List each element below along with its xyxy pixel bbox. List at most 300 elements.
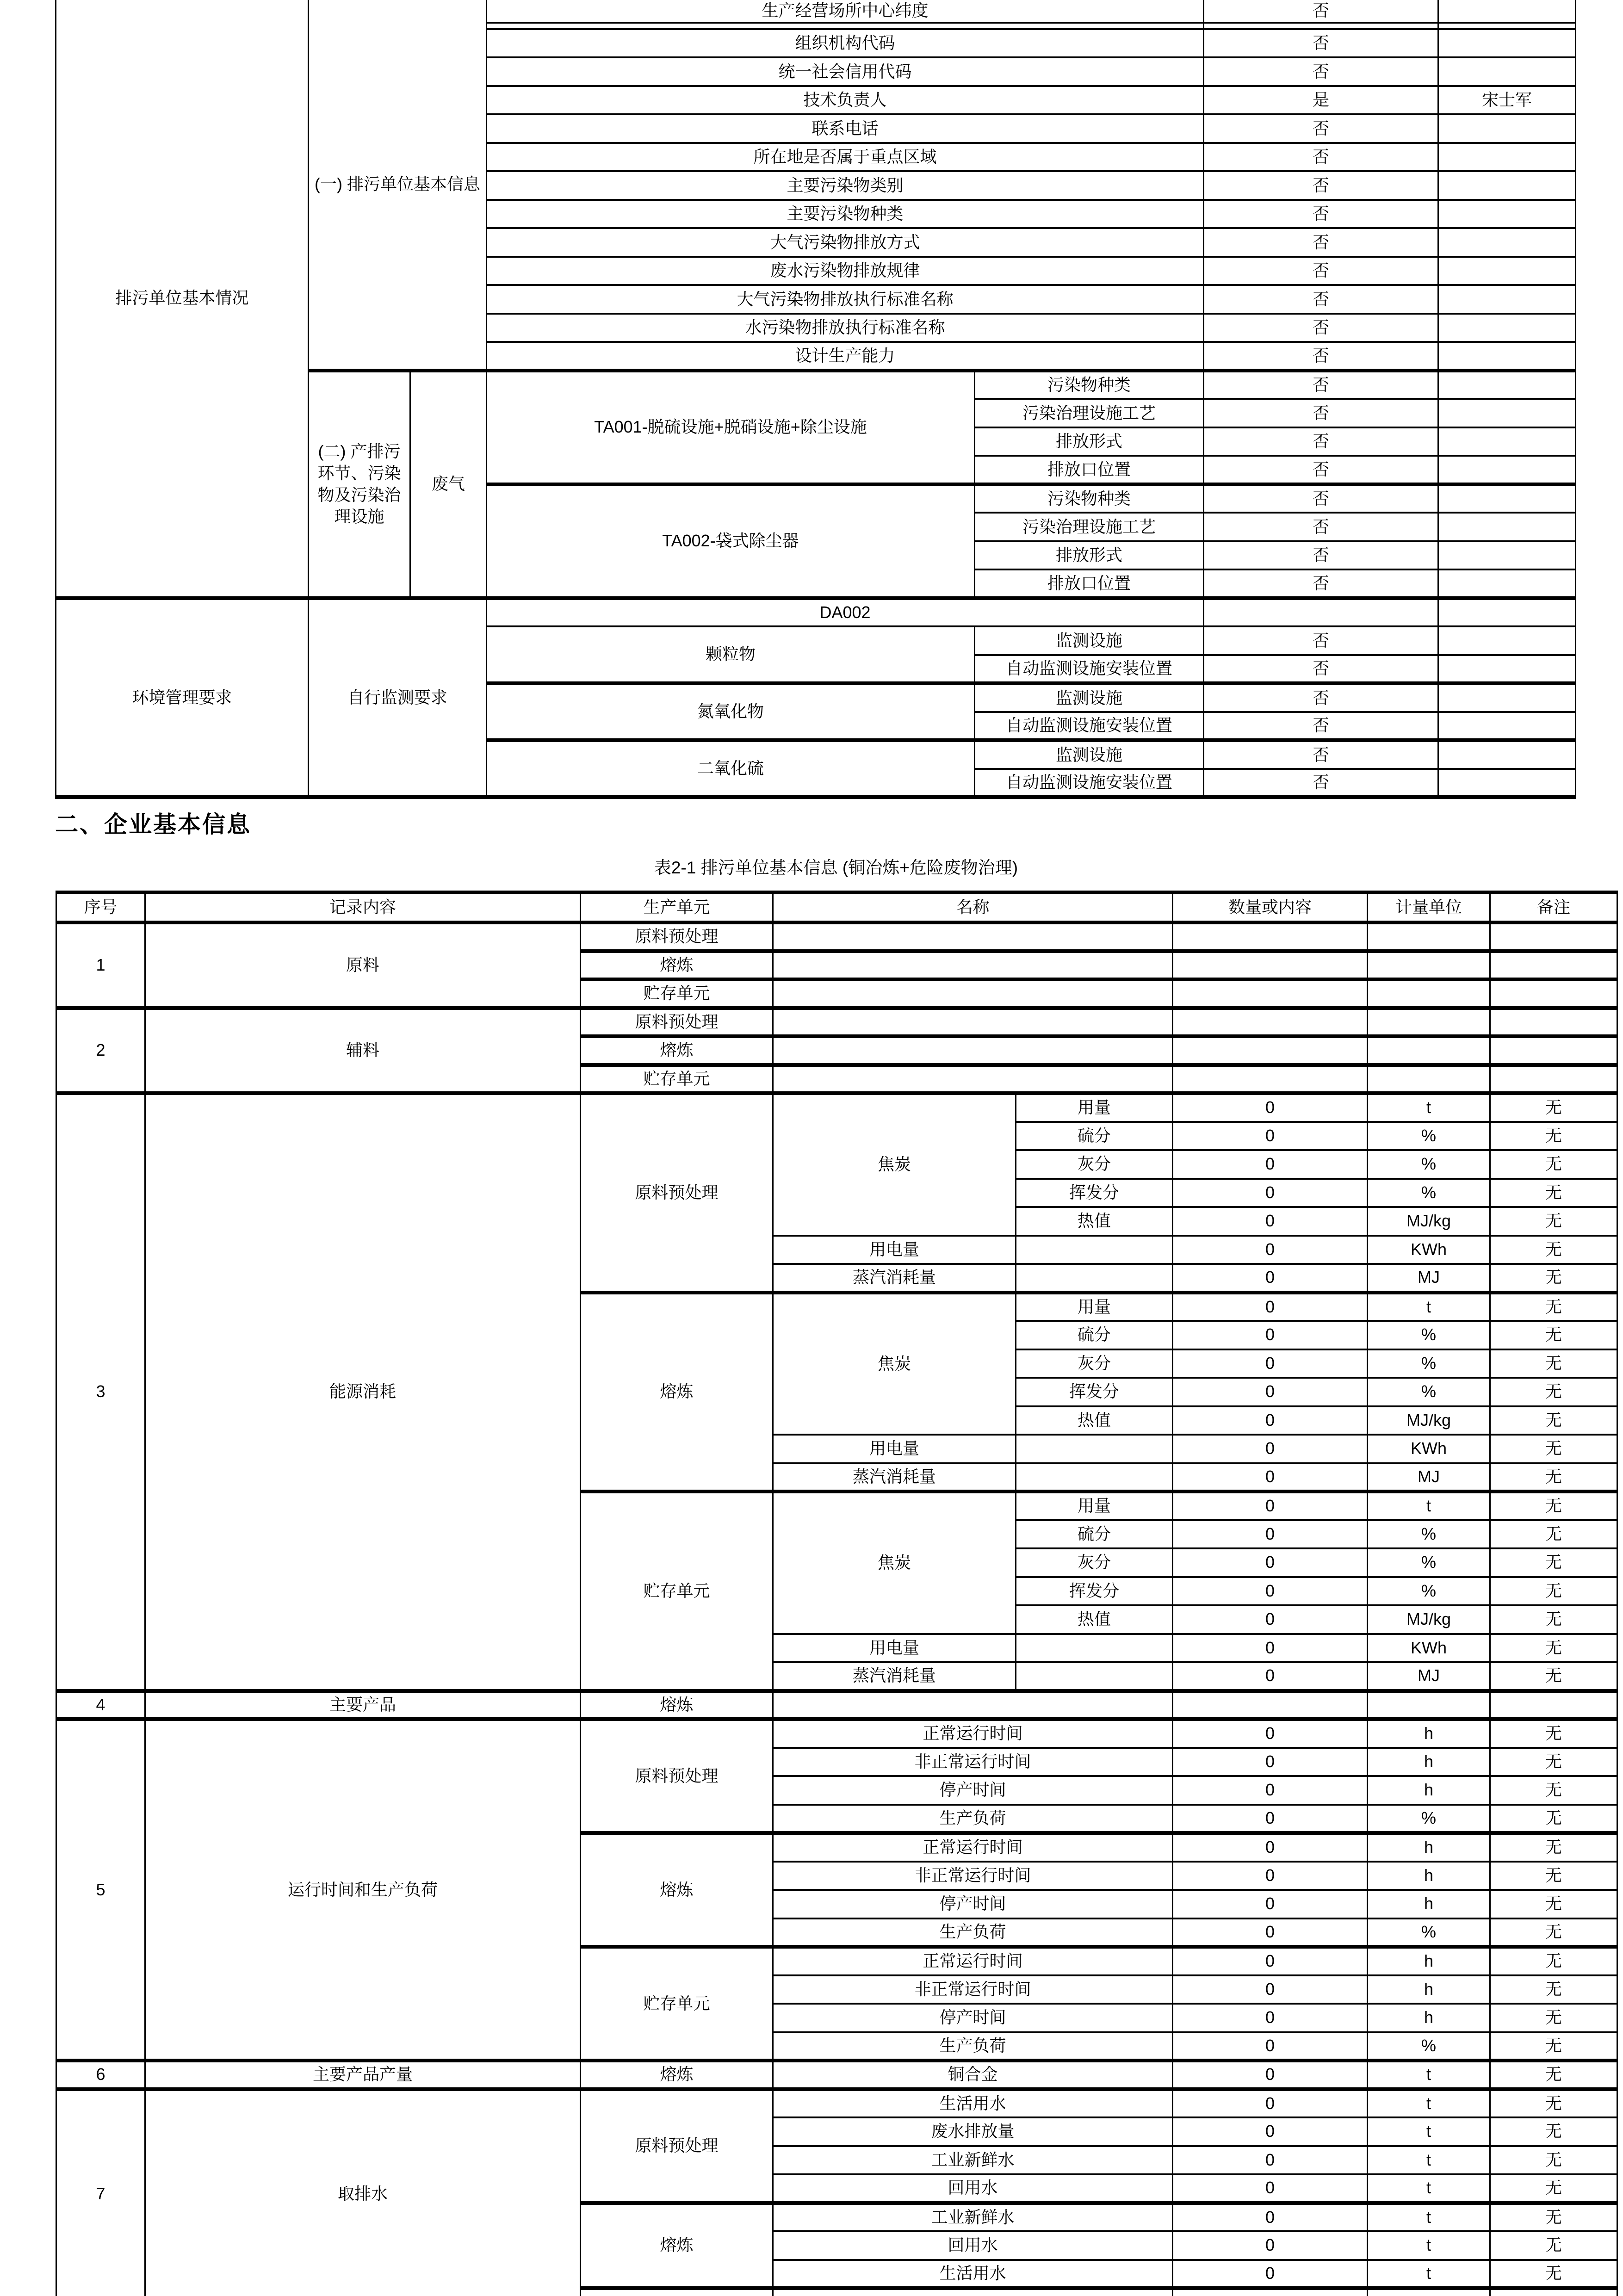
record-content: 主要产品产量 <box>145 2061 581 2089</box>
column-header: 生产单元 <box>581 892 773 922</box>
name-item: 工业新鲜水 <box>773 2203 1173 2232</box>
value-cell <box>1438 683 1576 712</box>
name-group: 焦炭 <box>773 1293 1016 1435</box>
name-group: 用电量 <box>773 1236 1016 1264</box>
table2-caption: 表2-1 排污单位基本信息 (铜冶炼+危险废物治理) <box>654 858 1018 877</box>
note-cell <box>1490 2288 1617 2296</box>
column-header: 计量单位 <box>1368 892 1490 922</box>
name-item: 硫分 <box>1016 1122 1173 1151</box>
qty-cell: 0 <box>1173 2231 1368 2260</box>
flag-cell: 否 <box>1204 740 1438 769</box>
qty-cell: 0 <box>1173 2061 1368 2089</box>
note-cell <box>1490 922 1617 951</box>
note-cell: 无 <box>1490 2146 1617 2175</box>
name-item: 废水排放量 <box>773 2117 1173 2146</box>
name-item: 用量 <box>1016 1293 1173 1321</box>
unit-cell <box>1368 951 1490 980</box>
flag-cell: 否 <box>1204 399 1438 427</box>
flag-cell: 否 <box>1204 171 1438 200</box>
production-unit: 熔炼 <box>581 1036 773 1065</box>
value-cell <box>1438 598 1576 627</box>
flag-cell: 否 <box>1204 513 1438 541</box>
qty-cell: 0 <box>1173 2174 1368 2203</box>
qty-cell: 0 <box>1173 2089 1368 2118</box>
production-unit: 贮存单元 <box>581 1065 773 1094</box>
unit-cell: t <box>1368 2174 1490 2203</box>
note-cell: 无 <box>1490 1577 1617 1606</box>
value-cell <box>1438 569 1576 598</box>
flag-cell: 否 <box>1204 285 1438 314</box>
value-cell <box>1438 143 1576 172</box>
flag-cell: 否 <box>1204 200 1438 229</box>
note-cell: 无 <box>1490 2061 1617 2089</box>
qty-cell: 0 <box>1173 1947 1368 1975</box>
name-item: 非正常运行时间 <box>773 1975 1173 2004</box>
item-label: 水污染物排放执行标准名称 <box>487 314 1204 342</box>
flag-cell: 否 <box>1204 342 1438 371</box>
record-content: 原料 <box>145 922 581 1008</box>
item-label: 排放口位置 <box>975 569 1204 598</box>
note-cell: 无 <box>1490 2260 1617 2289</box>
facility-label: TA002-袋式除尘器 <box>487 484 975 598</box>
name-item: 硫分 <box>1016 1520 1173 1549</box>
flag-cell: 否 <box>1204 0 1438 23</box>
note-cell: 无 <box>1490 1179 1617 1207</box>
value-cell <box>1438 427 1576 456</box>
note-cell: 无 <box>1490 1463 1617 1492</box>
name-group: 蒸汽消耗量 <box>773 1662 1016 1691</box>
note-cell: 无 <box>1490 1264 1617 1293</box>
qty-cell: 0 <box>1173 1179 1368 1207</box>
qty-cell: 0 <box>1173 1435 1368 1463</box>
unit-cell: % <box>1368 1520 1490 1549</box>
value-cell <box>1438 114 1576 143</box>
flag-cell: 否 <box>1204 57 1438 86</box>
production-unit: 贮存单元 <box>581 1491 773 1691</box>
note-cell: 无 <box>1490 1605 1617 1634</box>
qty-cell <box>1173 1036 1368 1065</box>
flag-cell: 否 <box>1204 712 1438 741</box>
name-item: 工业新鲜水 <box>773 2146 1173 2175</box>
group-label: 自行监测要求 <box>309 598 487 798</box>
unit-cell: t <box>1368 1491 1490 1520</box>
production-unit: 熔炼 <box>581 2203 773 2289</box>
name-item: 生产负荷 <box>773 1918 1173 1947</box>
name-item: 用量 <box>1016 1093 1173 1122</box>
item-label: 废水污染物排放规律 <box>487 257 1204 285</box>
flag-cell: 否 <box>1204 541 1438 570</box>
item-label: 排放形式 <box>975 541 1204 570</box>
note-cell: 无 <box>1490 2174 1617 2203</box>
qty-cell: 0 <box>1173 2032 1368 2061</box>
unit-cell: MJ/kg <box>1368 1207 1490 1236</box>
value-cell <box>1438 541 1576 570</box>
unit-cell: h <box>1368 1862 1490 1890</box>
unit-cell <box>1368 979 1490 1008</box>
unit-cell: h <box>1368 1947 1490 1975</box>
flag-cell <box>1204 598 1438 627</box>
note-cell: 无 <box>1490 1093 1617 1122</box>
name-item <box>773 922 1173 951</box>
note-cell: 无 <box>1490 1918 1617 1947</box>
item-label: 大气污染物排放执行标准名称 <box>487 285 1204 314</box>
value-cell <box>1438 23 1576 29</box>
record-number: 3 <box>56 1093 145 1691</box>
unit-cell: t <box>1368 1093 1490 1122</box>
name-group: 焦炭 <box>773 1093 1016 1236</box>
unit-cell: h <box>1368 1776 1490 1805</box>
note-cell: 无 <box>1490 1150 1617 1179</box>
note-cell: 无 <box>1490 1947 1617 1975</box>
name-item <box>773 2288 1173 2296</box>
note-cell: 无 <box>1490 1890 1617 1918</box>
outlet-code: DA002 <box>487 598 1204 627</box>
unit-cell: t <box>1368 2061 1490 2089</box>
note-cell: 无 <box>1490 1548 1617 1577</box>
name-item: 回用水 <box>773 2174 1173 2203</box>
unit-cell: % <box>1368 1150 1490 1179</box>
unit-cell: % <box>1368 1805 1490 1833</box>
flag-cell: 否 <box>1204 655 1438 684</box>
value-cell <box>1438 257 1576 285</box>
name-item: 灰分 <box>1016 1150 1173 1179</box>
item-label: 组织机构代码 <box>487 29 1204 58</box>
value-cell <box>1438 484 1576 513</box>
qty-cell: 0 <box>1173 1918 1368 1947</box>
note-cell: 无 <box>1490 1662 1617 1691</box>
enterprise-basic-info-table <box>56 891 1618 2296</box>
item-label: 污染治理设施工艺 <box>975 399 1204 427</box>
name-item <box>773 1065 1173 1094</box>
production-unit: 熔炼 <box>581 1293 773 1492</box>
column-header: 名称 <box>773 892 1173 922</box>
qty-cell: 0 <box>1173 2203 1368 2232</box>
value-cell: 宋士军 <box>1438 86 1576 115</box>
flag-cell: 否 <box>1204 114 1438 143</box>
qty-cell: 0 <box>1173 1605 1368 1634</box>
note-cell: 无 <box>1490 1236 1617 1264</box>
name-item: 热值 <box>1016 1406 1173 1435</box>
unit-cell: h <box>1368 1975 1490 2004</box>
flag-cell: 否 <box>1204 427 1438 456</box>
name-item <box>773 979 1173 1008</box>
production-unit: 熔炼 <box>581 1691 773 1720</box>
unit-cell: % <box>1368 1179 1490 1207</box>
name-item: 正常运行时间 <box>773 1947 1173 1975</box>
note-cell: 无 <box>1490 1748 1617 1776</box>
qty-cell <box>1173 1691 1368 1720</box>
flag-cell: 否 <box>1204 257 1438 285</box>
note-cell <box>1490 1691 1617 1720</box>
qty-cell: 0 <box>1173 1577 1368 1606</box>
flag-cell: 是 <box>1204 86 1438 115</box>
qty-cell: 0 <box>1173 1748 1368 1776</box>
production-unit: 贮存单元 <box>581 979 773 1008</box>
note-cell: 无 <box>1490 1520 1617 1549</box>
name-item: 灰分 <box>1016 1548 1173 1577</box>
name-item: 生活用水 <box>773 2089 1173 2118</box>
name-item <box>1016 1236 1173 1264</box>
record-number: 7 <box>56 2089 145 2296</box>
qty-cell: 0 <box>1173 1548 1368 1577</box>
column-header: 序号 <box>56 892 145 922</box>
unit-cell <box>1368 1008 1490 1037</box>
qty-cell: 0 <box>1173 1862 1368 1890</box>
production-unit: 熔炼 <box>581 1833 773 1947</box>
item-label: 排放形式 <box>975 427 1204 456</box>
qty-cell: 0 <box>1173 1491 1368 1520</box>
unit-cell: t <box>1368 2203 1490 2232</box>
qty-cell: 0 <box>1173 2260 1368 2289</box>
unit-cell: t <box>1368 2117 1490 2146</box>
note-cell: 无 <box>1490 1805 1617 1833</box>
record-number: 1 <box>56 922 145 1008</box>
unit-cell: MJ/kg <box>1368 1406 1490 1435</box>
name-item: 生产负荷 <box>773 1805 1173 1833</box>
value-cell <box>1438 513 1576 541</box>
note-cell <box>1490 1008 1617 1037</box>
note-cell: 无 <box>1490 2117 1617 2146</box>
facility-label: TA001-脱硫设施+脱硝设施+除尘设施 <box>487 371 975 484</box>
note-cell <box>1490 951 1617 980</box>
unit-cell: KWh <box>1368 1435 1490 1463</box>
note-cell: 无 <box>1490 1122 1617 1151</box>
name-item: 灰分 <box>1016 1349 1173 1378</box>
value-cell <box>1438 29 1576 58</box>
name-item: 回用水 <box>773 2231 1173 2260</box>
qty-cell <box>1173 1008 1368 1037</box>
unit-cell: MJ <box>1368 1264 1490 1293</box>
column-header: 记录内容 <box>145 892 581 922</box>
production-unit: 原料预处理 <box>581 1719 773 1833</box>
item-label <box>487 23 1204 29</box>
record-content: 运行时间和生产负荷 <box>145 1719 581 2061</box>
unit-cell: KWh <box>1368 1236 1490 1264</box>
item-label: 污染物种类 <box>975 484 1204 513</box>
qty-cell: 0 <box>1173 2117 1368 2146</box>
qty-cell: 0 <box>1173 1406 1368 1435</box>
unit-cell: % <box>1368 1577 1490 1606</box>
unit-cell: MJ <box>1368 1463 1490 1492</box>
name-group: 用电量 <box>773 1435 1016 1463</box>
flag-cell: 否 <box>1204 626 1438 655</box>
value-cell <box>1438 371 1576 399</box>
note-cell: 无 <box>1490 1833 1617 1862</box>
unit-cell: % <box>1368 2032 1490 2061</box>
unit-cell <box>1368 1691 1490 1720</box>
value-cell <box>1438 171 1576 200</box>
note-cell: 无 <box>1490 1435 1617 1463</box>
qty-cell: 0 <box>1173 2004 1368 2032</box>
item-label: 联系电话 <box>487 114 1204 143</box>
pollutant-label: 颗粒物 <box>487 626 975 683</box>
discharge-status-overview-table <box>55 0 1576 799</box>
production-unit <box>581 2288 773 2296</box>
note-cell: 无 <box>1490 1321 1617 1349</box>
flag-cell: 否 <box>1204 569 1438 598</box>
name-group: 焦炭 <box>773 1491 1016 1634</box>
production-unit: 熔炼 <box>581 2061 773 2089</box>
qty-cell: 0 <box>1173 1776 1368 1805</box>
qty-cell <box>1173 1065 1368 1094</box>
qty-cell: 0 <box>1173 1975 1368 2004</box>
unit-cell: % <box>1368 1548 1490 1577</box>
note-cell: 无 <box>1490 2032 1617 2061</box>
qty-cell: 0 <box>1173 1378 1368 1406</box>
row-group-label: 环境管理要求 <box>56 598 309 798</box>
flag-cell: 否 <box>1204 143 1438 172</box>
note-cell: 无 <box>1490 2004 1617 2032</box>
name-item <box>773 1691 1173 1720</box>
unit-cell: h <box>1368 1748 1490 1776</box>
qty-cell <box>1173 2288 1368 2296</box>
item-label: 自动监测设施安装位置 <box>975 655 1204 684</box>
flag-cell: 否 <box>1204 484 1438 513</box>
qty-cell: 0 <box>1173 2146 1368 2175</box>
production-unit: 原料预处理 <box>581 1093 773 1293</box>
note-cell: 无 <box>1490 1293 1617 1321</box>
value-cell <box>1438 285 1576 314</box>
unit-cell: KWh <box>1368 1634 1490 1663</box>
note-cell: 无 <box>1490 1862 1617 1890</box>
name-item: 正常运行时间 <box>773 1719 1173 1748</box>
name-item: 非正常运行时间 <box>773 1748 1173 1776</box>
unit-cell: h <box>1368 2004 1490 2032</box>
qty-cell: 0 <box>1173 1293 1368 1321</box>
name-item: 正常运行时间 <box>773 1833 1173 1862</box>
qty-cell: 0 <box>1173 1122 1368 1151</box>
value-cell <box>1438 712 1576 741</box>
note-cell: 无 <box>1490 1776 1617 1805</box>
note-cell: 无 <box>1490 2231 1617 2260</box>
production-unit: 熔炼 <box>581 951 773 980</box>
name-item: 热值 <box>1016 1207 1173 1236</box>
section-heading: 二、企业基本信息 <box>55 811 251 837</box>
name-item: 硫分 <box>1016 1321 1173 1349</box>
qty-cell: 0 <box>1173 1207 1368 1236</box>
flag-cell: 否 <box>1204 769 1438 798</box>
record-number: 6 <box>56 2061 145 2089</box>
name-item <box>1016 1463 1173 1492</box>
note-cell: 无 <box>1490 1634 1617 1663</box>
unit-cell: t <box>1368 2260 1490 2289</box>
name-group: 蒸汽消耗量 <box>773 1463 1016 1492</box>
name-item <box>1016 1662 1173 1691</box>
name-item: 停产时间 <box>773 2004 1173 2032</box>
group-label: (一) 排污单位基本信息 <box>309 0 487 371</box>
qty-cell: 0 <box>1173 1890 1368 1918</box>
qty-cell: 0 <box>1173 1264 1368 1293</box>
value-cell <box>1438 342 1576 371</box>
column-header: 备注 <box>1490 892 1617 922</box>
name-item: 生产负荷 <box>773 2032 1173 2061</box>
group-label: (二) 产排污环节、污染物及污染治理设施 <box>309 371 410 598</box>
unit-cell: % <box>1368 1918 1490 1947</box>
note-cell: 无 <box>1490 1491 1617 1520</box>
qty-cell: 0 <box>1173 1833 1368 1862</box>
unit-cell: t <box>1368 1293 1490 1321</box>
item-label: 自动监测设施安装位置 <box>975 769 1204 798</box>
value-cell <box>1438 399 1576 427</box>
qty-cell: 0 <box>1173 1093 1368 1122</box>
unit-cell: % <box>1368 1321 1490 1349</box>
name-item: 热值 <box>1016 1605 1173 1634</box>
item-label: 技术负责人 <box>487 86 1204 115</box>
unit-cell: MJ <box>1368 1662 1490 1691</box>
discharge-table-body <box>56 0 1576 797</box>
name-item: 停产时间 <box>773 1890 1173 1918</box>
note-cell: 无 <box>1490 1975 1617 2004</box>
note-cell <box>1490 979 1617 1008</box>
item-label: 设计生产能力 <box>487 342 1204 371</box>
unit-cell: h <box>1368 1833 1490 1862</box>
name-group: 蒸汽消耗量 <box>773 1264 1016 1293</box>
record-content: 能源消耗 <box>145 1093 581 1691</box>
value-cell <box>1438 314 1576 342</box>
production-unit: 原料预处理 <box>581 922 773 951</box>
qty-cell: 0 <box>1173 1321 1368 1349</box>
qty-cell: 0 <box>1173 1805 1368 1833</box>
note-cell: 无 <box>1490 1349 1617 1378</box>
qty-cell: 0 <box>1173 1719 1368 1748</box>
unit-cell: t <box>1368 2146 1490 2175</box>
unit-cell: MJ/kg <box>1368 1605 1490 1634</box>
production-unit: 贮存单元 <box>581 1947 773 2061</box>
name-item: 停产时间 <box>773 1776 1173 1805</box>
medium-label: 废气 <box>410 371 487 598</box>
record-content: 辅料 <box>145 1008 581 1094</box>
record-content: 取排水 <box>145 2089 581 2296</box>
row-group-label: 排污单位基本情况 <box>56 0 309 598</box>
value-cell <box>1438 228 1576 257</box>
name-item: 生活用水 <box>773 2260 1173 2289</box>
note-cell <box>1490 1036 1617 1065</box>
item-label: 生产经营场所中心纬度 <box>487 0 1204 23</box>
unit-cell: t <box>1368 2089 1490 2118</box>
qty-cell: 0 <box>1173 1662 1368 1691</box>
qty-cell: 0 <box>1173 1463 1368 1492</box>
unit-cell: h <box>1368 1890 1490 1918</box>
name-item <box>1016 1264 1173 1293</box>
unit-cell: % <box>1368 1349 1490 1378</box>
value-cell <box>1438 626 1576 655</box>
name-item: 挥发分 <box>1016 1179 1173 1207</box>
name-item: 挥发分 <box>1016 1577 1173 1606</box>
unit-cell <box>1368 1065 1490 1094</box>
qty-cell: 0 <box>1173 1634 1368 1663</box>
record-number: 2 <box>56 1008 145 1094</box>
flag-cell: 否 <box>1204 683 1438 712</box>
item-label: 污染物种类 <box>975 371 1204 399</box>
note-cell: 无 <box>1490 1406 1617 1435</box>
unit-cell: t <box>1368 2231 1490 2260</box>
unit-cell <box>1368 2288 1490 2296</box>
name-item: 用量 <box>1016 1491 1173 1520</box>
unit-cell <box>1368 922 1490 951</box>
name-item <box>773 1008 1173 1037</box>
record-number: 5 <box>56 1719 145 2061</box>
qty-cell: 0 <box>1173 1520 1368 1549</box>
item-label: 所在地是否属于重点区域 <box>487 143 1204 172</box>
flag-cell: 否 <box>1204 456 1438 484</box>
value-cell <box>1438 200 1576 229</box>
qty-cell <box>1173 922 1368 951</box>
value-cell <box>1438 57 1576 86</box>
column-header: 数量或内容 <box>1173 892 1368 922</box>
record-content: 主要产品 <box>145 1691 581 1720</box>
item-label: 主要污染物种类 <box>487 200 1204 229</box>
flag-cell: 否 <box>1204 228 1438 257</box>
